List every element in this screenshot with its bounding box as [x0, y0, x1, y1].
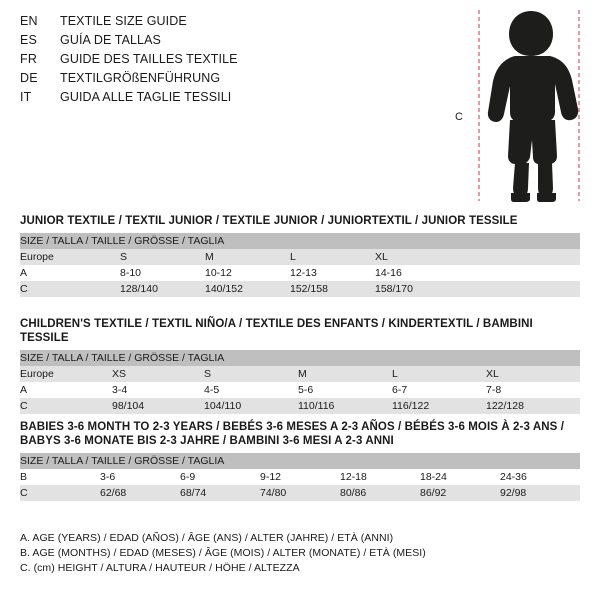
cell-value: 140/152: [205, 281, 290, 297]
cell-value: 86/92: [420, 485, 500, 501]
table-row: [20, 382, 580, 398]
header-row: [20, 52, 440, 71]
cell-value: 116/122: [392, 398, 486, 414]
row-label: B: [20, 469, 100, 485]
column-size: L: [290, 249, 375, 265]
footnote-legend: [20, 531, 580, 576]
header-row: [20, 33, 440, 52]
table-header-label: SIZE / TALLA / TAILLE / GRÖSSE / TAGLIA: [20, 233, 580, 249]
column-size: L: [392, 366, 486, 382]
cell-value: 122/128: [486, 398, 580, 414]
cell-value: 6-7: [392, 382, 486, 398]
size-table-babies: [20, 453, 580, 501]
section-junior: [20, 214, 580, 297]
cell-value: 158/170: [375, 281, 460, 297]
cell-value: 4-5: [204, 382, 298, 398]
cell-value: 3-6: [100, 469, 180, 485]
size-table-junior: [20, 233, 580, 297]
column-size: XL: [375, 249, 460, 265]
table-row: [20, 485, 580, 501]
cell-value: 14-16: [375, 265, 460, 281]
row-label: C: [20, 398, 112, 414]
table-row: [20, 366, 580, 382]
column-size: XS: [112, 366, 204, 382]
section-babies: [20, 420, 580, 501]
cell-value: 12-18: [340, 469, 420, 485]
size-table-children: [20, 350, 580, 414]
cell-value: 128/140: [120, 281, 205, 297]
cell-value: 98/104: [112, 398, 204, 414]
row-label: A: [20, 382, 112, 398]
cell-value: 68/74: [180, 485, 260, 501]
cell-value: 24-36: [500, 469, 580, 485]
header-language-list: [20, 14, 440, 109]
header-title-text: TEXTILGRÖßENFÜHRUNG: [60, 71, 221, 85]
table-header-label: SIZE / TALLA / TAILLE / GRÖSSE / TAGLIA: [20, 350, 580, 366]
header-row: [20, 90, 440, 109]
header-language-code: EN: [20, 14, 38, 28]
column-label: Europe: [20, 249, 120, 265]
cell-value: 92/98: [500, 485, 580, 501]
cell-value: 3-4: [112, 382, 204, 398]
header-row: [20, 14, 440, 33]
header-row: [20, 71, 440, 90]
cell-value: 12-13: [290, 265, 375, 281]
table-row: [20, 398, 580, 414]
child-silhouette-figure: [455, 8, 590, 203]
cell-value: 152/158: [290, 281, 375, 297]
column-size: M: [205, 249, 290, 265]
cell-value: 6-9: [180, 469, 260, 485]
silhouette-body: [488, 11, 578, 202]
column-size: M: [298, 366, 392, 382]
header-title-text: GUÍA DE TALLAS: [60, 33, 161, 47]
table-row: [20, 469, 580, 485]
footnote-c: C. (cm) HEIGHT / ALTURA / HAUTEUR / HÖHE / ALTEZZA: [20, 562, 300, 574]
table-header-row: [20, 453, 580, 469]
row-label: A: [20, 265, 120, 281]
column-label: Europe: [20, 366, 112, 382]
cell-value: 80/86: [340, 485, 420, 501]
table-header-row: [20, 233, 580, 249]
cell-value: 110/116: [298, 398, 392, 414]
measurement-label-c: C: [455, 111, 463, 123]
section-title: JUNIOR TEXTILE / TEXTIL JUNIOR / TEXTILE JUNIOR / JUNIORTEXTIL / JUNIOR TESSILE: [20, 215, 518, 227]
column-size: S: [204, 366, 298, 382]
row-label: C: [20, 485, 100, 501]
cell-value: 5-6: [298, 382, 392, 398]
silhouette-svg: [455, 8, 590, 203]
row-label: C: [20, 281, 120, 297]
cell-value: 9-12: [260, 469, 340, 485]
header-title-text: TEXTILE SIZE GUIDE: [60, 14, 187, 28]
cell-value: 74/80: [260, 485, 340, 501]
table-header-row: [20, 350, 580, 366]
section-title: CHILDREN'S TEXTILE / TEXTIL NIÑO/A / TEXTILE DES ENFANTS / KINDERTEXTIL / BAMBINI TESSILE: [20, 318, 533, 344]
header-title-text: GUIDE DES TAILLES TEXTILE: [60, 52, 238, 66]
cell-value: 62/68: [100, 485, 180, 501]
header-language-code: FR: [20, 52, 38, 66]
cell-value: 18-24: [420, 469, 500, 485]
header-language-code: DE: [20, 71, 38, 85]
table-row: [20, 249, 580, 265]
column-size: XL: [486, 366, 580, 382]
footnote-a: A. AGE (YEARS) / EDAD (AÑOS) / ÂGE (ANS) / ALTER (JAHRE) / ETÀ (ANNI): [20, 532, 394, 544]
table-row: [20, 281, 580, 297]
cell-value: 7-8: [486, 382, 580, 398]
footnote-b: B. AGE (MONTHS) / EDAD (MESES) / ÂGE (MOIS) / ALTER (MONATE) / ETÀ (MESI): [20, 547, 426, 559]
cell-value: 104/110: [204, 398, 298, 414]
table-header-label: SIZE / TALLA / TAILLE / GRÖSSE / TAGLIA: [20, 453, 580, 469]
column-size: S: [120, 249, 205, 265]
header-language-code: ES: [20, 33, 38, 47]
header-language-code: IT: [20, 90, 32, 104]
header-title-text: GUIDA ALLE TAGLIE TESSILI: [60, 90, 232, 104]
section-title: BABIES 3-6 MONTH TO 2-3 YEARS / BEBÉS 3-6 MESES A 2-3 AÑOS / BÉBÉS 3-6 MOIS À 2-3 ANS / BABYS 3-6 MONATE BIS 2-3 JAHRE / BAMBINI 3-6 MESI A 2-3 ANNI: [20, 421, 564, 447]
cell-value: 10-12: [205, 265, 290, 281]
cell-value: 8-10: [120, 265, 205, 281]
table-row: [20, 265, 580, 281]
section-children: [20, 317, 580, 414]
